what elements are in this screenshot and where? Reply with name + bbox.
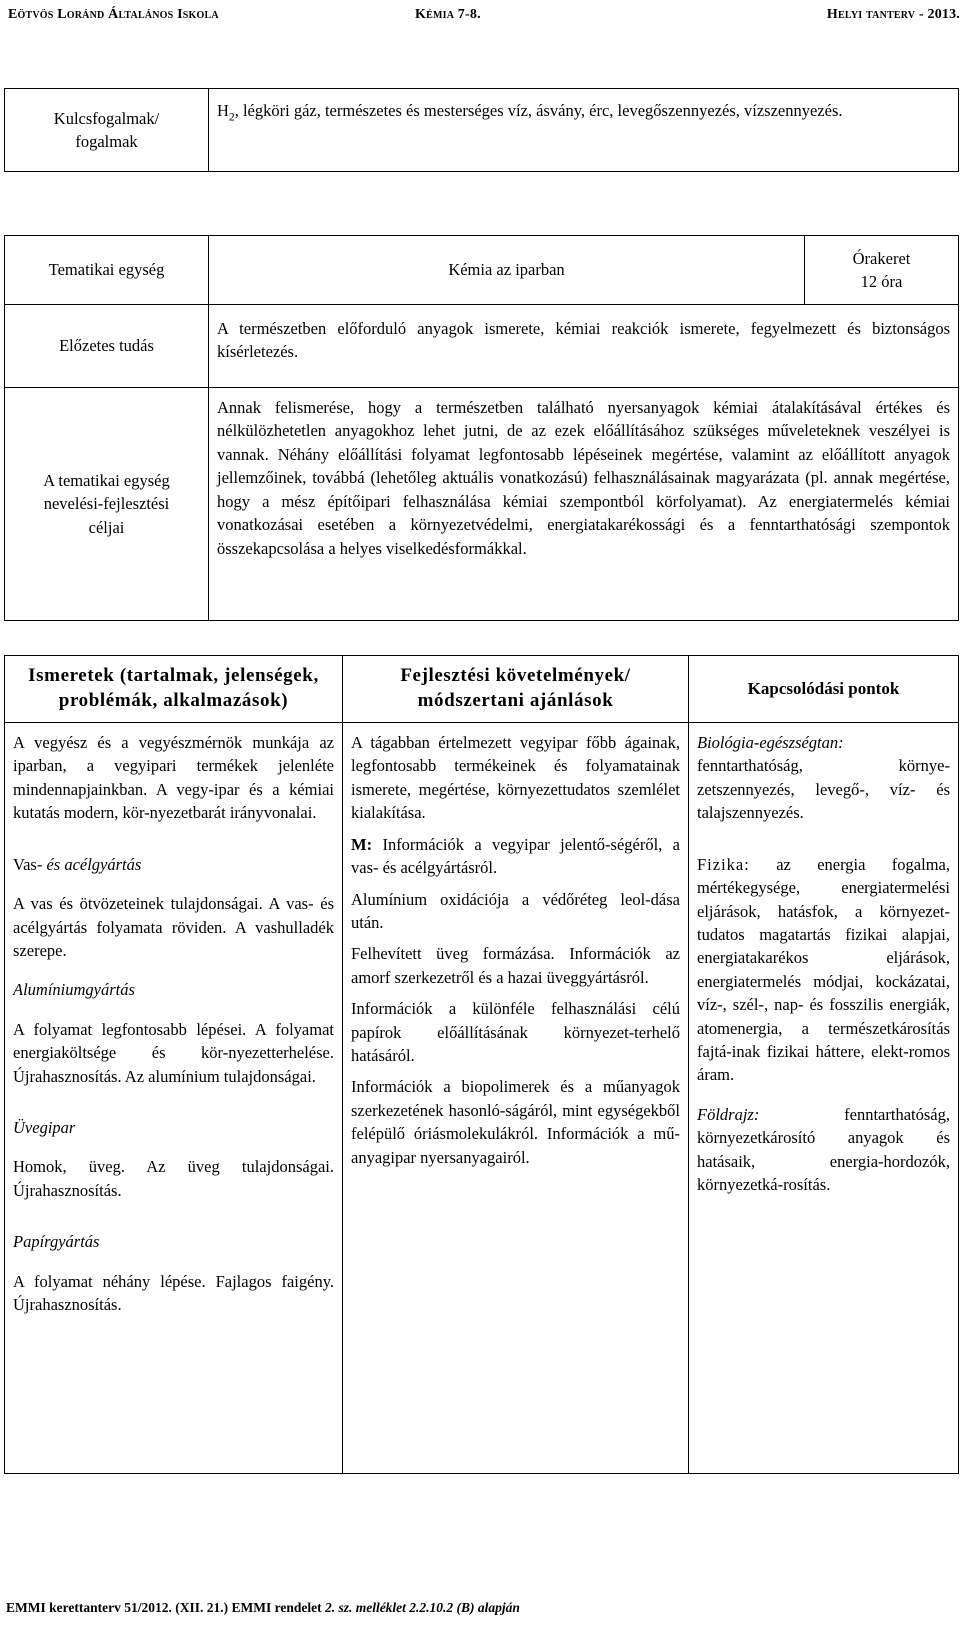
hours-cell xyxy=(805,236,959,305)
page-footer xyxy=(6,1600,520,1616)
geo-connection xyxy=(697,1103,950,1197)
req-p3: Alumínium oxidációja a védőréteg leol-dása után. xyxy=(351,889,680,932)
keywords-rest: , légköri gáz, természetes és mesterséges víz, ásvány, érc, levegőszennyezés, vízszennyezés. xyxy=(234,101,843,120)
goals-label-line2: nevelési-fejlesztési xyxy=(43,494,170,514)
prior-text: A természetben előforduló anyagok ismerete, kémiai reakciók ismerete, fegyelmezett és biztonságos kísérletezés. xyxy=(209,305,959,388)
hours-value: 12 óra xyxy=(860,272,903,291)
col2-header-line1: Fejlesztési követelmények/ xyxy=(400,665,631,687)
col1-header-line1: Ismeretek (tartalmak, jelenségek, xyxy=(28,665,319,687)
geo-label: Földrajz: xyxy=(697,1104,760,1124)
keywords-table xyxy=(4,88,959,172)
iron-section-title xyxy=(13,853,334,876)
req-p1: A tágabban értelmezett vegyipar főbb ágainak, legfontosabb termékeinek és folyamatainak ismerete, megértése, környezettudatos szemlélet kialakítása. xyxy=(351,733,680,823)
paper-text: A folyamat néhány lépése. Fajlagos faigény. Újrahasznosítás. xyxy=(13,1271,334,1315)
prior-label: Előzetes tudás xyxy=(5,305,209,388)
alu-section-title: Alumíniumgyártás xyxy=(13,980,135,1000)
goals-label xyxy=(5,388,209,621)
physics-connection xyxy=(697,853,950,1087)
physics-label: Fizika: xyxy=(697,854,750,874)
col1-header-line2: problémák, alkalmazások) xyxy=(58,690,289,711)
paper-section-title: Papírgyártás xyxy=(13,1232,100,1252)
goals-label-line3: céljai xyxy=(88,517,125,537)
keywords-label-line1: Kulcsfogalmak/ xyxy=(53,108,160,128)
glass-text: Homok, üveg. Az üveg tulajdonságai. Újrahasznosítás. xyxy=(13,1157,334,1200)
req-p2-rest: Információk a vegyipar jelentő-ségéről, a vas- és acélgyártásról. xyxy=(351,834,680,878)
iron-text: A vas és ötvözeteinek tulajdonságai. A vas- és acélgyártás folyamata röviden. A vashulladék szerepe. xyxy=(13,894,334,960)
col2-header-line2: módszertani ajánlások xyxy=(417,690,614,711)
iron-title-plain: Vas- xyxy=(13,854,47,874)
col2-header xyxy=(343,656,689,723)
alu-text: A folyamat legfontosabb lépései. A folyamat energiaköltsége és kör-nyezetterhelése. Újrahasznosítás. Az alumínium tulajdonságai. xyxy=(13,1019,334,1086)
content-table xyxy=(4,655,959,1474)
goals-label-line1: A tematikai egység xyxy=(43,470,170,490)
iron-title-italic: és acélgyártás xyxy=(46,854,142,874)
footer-part1: EMMI kerettanterv 51/2012. (XII. 21.) EMMI rendelet xyxy=(6,1600,325,1615)
page-header xyxy=(8,4,960,28)
curriculum-name: Helyi tanterv - 2013. xyxy=(826,7,960,22)
goals-text: Annak felismerése, hogy a természetben található nyersanyagok kémiai átalakításával értékes és nélkülözhetetlen anyagokhoz lehet jutni, de az ezek előállításához szükséges műveleteknek veszélyei is vannak. Néhány előállítási folyamat legfontosabb lépéseinek megértése, valamint az előállított anyagok jellemzőinek, továbbá (lehetőleg aktuális vonatkozású) felhasználásainak magyarázata (pl. annak megértése, hogy a mész építőipari felhasználása kémiai szempontból körfolyamat). Az energiatermelés kémiai vonatkozásai esetében a környezetvédelmi, energiatakarékossági és a fenntarthatósági szempontok összekapcsolása a helyes viselkedésformákkal. xyxy=(209,388,959,621)
bio-connection xyxy=(697,731,950,825)
req-p5: Információk a különféle felhasználási célú papírok előállításának környezet-terhelő hatásáról. xyxy=(351,999,680,1066)
requirements-cell xyxy=(343,723,689,1474)
bio-label: Biológia-egészségtan: xyxy=(697,733,844,752)
req-p4: Felhevített üveg formázása. Információk az amorf szerkezetről és a hazai üveggyártásról. xyxy=(351,944,680,987)
intro-text: A vegyész és a vegyészmérnök munkája az iparban, a vegyipari termékek jelenléte mindennapjainkban. A vegy-ipar és a kémiai kutatás modern, kör-nyezetbarát irányvonalai. xyxy=(13,733,334,823)
req-p2-bold: M: xyxy=(351,834,373,854)
keywords-label xyxy=(5,89,209,172)
physics-text: az energia fogalma, mértékegysége, energiatermelési eljárások, hatásfok, a környezet-tudatos magatartás fizikai alapjai, energiatakarékos eljárások, energiatermelés módjai, kockázatai, víz-, szél-, nap- és fosszilis energiák, atomenergia, a természetkárosítás fajtá-inak fizikai háttere, elekt-romos áram. xyxy=(697,854,950,1085)
col1-header xyxy=(5,656,343,723)
glass-section-title: Üvegipar xyxy=(13,1118,76,1138)
keywords-h: H xyxy=(217,101,229,120)
hours-label: Órakeret xyxy=(852,248,911,268)
col3-header: Kapcsolódási pontok xyxy=(689,656,959,723)
keywords-label-line2: fogalmak xyxy=(75,132,138,151)
unit-table xyxy=(4,235,959,621)
req-p6: Információk a biopolimerek és a műanyagok szerkezetének hasonló-ságáról, mint egységekből felépülő óriásmolekulákról. Információk a mű-anyagipar nyersanyagairól. xyxy=(351,1077,680,1167)
knowledge-cell xyxy=(5,723,343,1474)
bio-text: fenntarthatóság, környe-zetszennyezés, levegő-, víz- és talajszennyezés. xyxy=(697,756,950,823)
footer-part2: 2. sz. melléklet 2.2.10.2 (B) alapján xyxy=(324,1600,520,1615)
connections-cell xyxy=(689,723,959,1474)
subject-name: Kémia 7-8. xyxy=(415,7,481,22)
unit-label: Tematikai egység xyxy=(5,236,209,305)
keywords-text xyxy=(209,89,959,172)
keywords-sub: 2 xyxy=(228,111,235,124)
req-p2 xyxy=(351,833,680,880)
geo-text: fenntarthatóság, környezetkárosító anyagok és hatásaik, energia-hordozók, környezetká-rosítás. xyxy=(697,1104,950,1195)
unit-title: Kémia az iparban xyxy=(209,236,805,305)
school-name: Eötvös Loránd Általános Iskola xyxy=(8,7,219,22)
